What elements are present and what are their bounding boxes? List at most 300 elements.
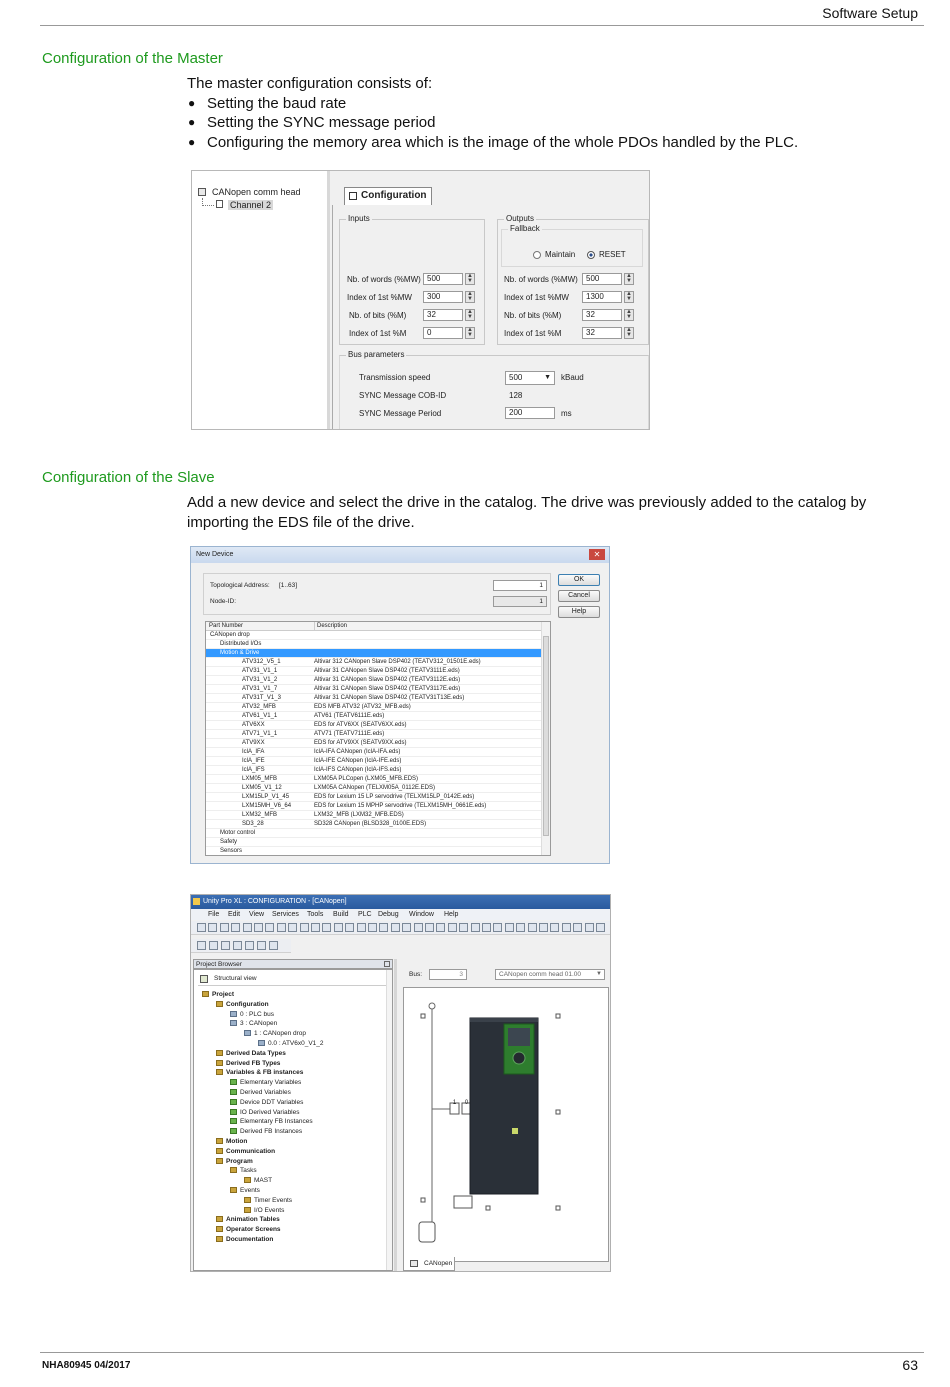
handle [556,1206,560,1210]
list-header [206,622,541,631]
table-row[interactable] [206,757,541,766]
radio-reset[interactable] [587,251,595,259]
toolbar-button-icon[interactable] [436,923,445,932]
footer-rule [40,1352,924,1353]
description-cell: EDS for ATV9XX (SEATV9XX.eds) [314,740,407,746]
cancel-button[interactable]: Cancel [558,590,600,602]
dialog-title: New Device [196,551,234,558]
tree-node-label: Derived Data Types [226,1049,286,1057]
bus-canvas [403,987,609,1262]
outputs-group: Outputs [497,219,649,345]
help-button[interactable]: Help [558,606,600,618]
menu-plc[interactable]: PLC [358,911,372,918]
toolbar-button-icon[interactable] [265,923,274,932]
tree-node-label: Tasks [240,1167,257,1175]
chevron-down-icon: ▼ [596,971,602,977]
spinner[interactable]: ▲ ▼ [624,291,634,303]
menu-tools[interactable]: Tools [307,911,324,918]
spinner[interactable]: ▲ ▼ [624,273,634,285]
description-cell: EDS for Lexium 15 MPHP servodrive (TELXM15MH_0661E.eds) [314,803,487,809]
toolbar-button-icon[interactable] [379,923,388,932]
tree-node-label: Device DDT Variables [240,1098,304,1106]
spinner[interactable]: ▲ ▼ [465,291,475,303]
menu-file[interactable]: File [208,911,220,918]
toolbar-button-icon[interactable] [209,941,218,950]
spinner[interactable]: ▲ ▼ [465,327,475,339]
drive-top [470,1018,538,1022]
tree-node-label: Program [226,1157,253,1165]
tab-configuration[interactable]: Configuration [344,187,432,205]
part-number-cell: Motion & Drive [220,650,260,656]
transmission-speed-select[interactable]: 500 ▼ [505,371,555,385]
part-number-cell: IclA_IFE [242,758,265,764]
scrollbar[interactable] [386,970,392,1270]
menu-window[interactable]: Window [409,911,434,918]
ok-button[interactable]: OK [558,574,600,586]
handle [421,1014,425,1018]
folder-icon [244,1197,251,1203]
toolbar-button-icon[interactable] [528,923,537,932]
toolbar-button-icon[interactable] [288,923,297,932]
handle [486,1206,490,1210]
sync-period-label: SYNC Message Period [359,409,442,418]
tree-node[interactable] [258,1039,324,1048]
topological-address-input[interactable]: 1 [493,580,547,591]
folder-icon [216,1060,223,1066]
section-title: Software Setup [822,5,918,21]
variable-icon [230,1079,237,1085]
slot-left-label: 1 [452,1100,457,1106]
label-box [454,1196,472,1208]
transmission-speed-label: Transmission speed [359,373,431,382]
table-row[interactable] [206,829,541,838]
toolbar-button-icon[interactable] [516,923,525,932]
tree-node[interactable] [244,1029,306,1038]
part-number-cell: ATV9XX [242,740,265,746]
handle [421,1198,425,1202]
tree-node[interactable] [230,1186,260,1195]
slave-heading: Configuration of the Slave [42,469,215,486]
sync-cobid-label: SYNC Message COB-ID [359,391,447,400]
tree-node-label: Timer Events [254,1196,293,1204]
menu-edit[interactable]: Edit [228,911,241,918]
toolbar-button-icon[interactable] [493,923,502,932]
drive-knob [513,1052,525,1064]
output-nb-words[interactable]: 500 [582,273,622,285]
speed-unit: kBaud [561,373,584,382]
bus-label: Bus: [409,971,423,978]
menu-build[interactable]: Build [333,911,349,918]
tree-node[interactable] [216,1049,286,1058]
description-cell: LXM05A PLCopen (LXM05_MFB.EDS) [314,776,419,782]
toolbar-button-icon[interactable] [197,923,206,932]
dialog-titlebar [191,547,609,563]
tree-node[interactable] [216,1059,280,1068]
tree-node[interactable] [230,1108,300,1117]
tree-node[interactable] [230,1088,291,1097]
module-icon [258,1040,265,1046]
close-icon[interactable]: ✕ [589,549,605,560]
chevron-down-icon: ▼ [544,374,551,381]
tree-node-label: 3 : CANopen [240,1020,278,1028]
input-nb-bits[interactable]: 32 [423,309,463,321]
spinner[interactable]: ▲ ▼ [465,273,475,285]
spinner[interactable]: ▲ ▼ [624,327,634,339]
folder-icon [216,1226,223,1232]
variable-icon [230,1128,237,1134]
new-device-dialog [190,546,610,864]
description-cell: LXM05A CANopen (TELXM05A_0112E.EDS) [314,785,435,791]
project-browser [193,969,393,1271]
part-number-cell: ATV31_V1_1 [242,668,278,674]
description-cell: EDS for Lexium 15 LP servodrive (TELXM15LP_0142E.eds) [314,794,475,800]
table-row[interactable] [206,712,541,721]
toolbar-button-icon[interactable] [391,923,400,932]
field-label: Nb. of bits (%M) [504,311,562,320]
toolbar-button-icon[interactable] [245,941,254,950]
toolbar-button-icon[interactable] [311,923,320,932]
master-config-screenshot [191,170,650,430]
part-number-cell: LXM32_MFB [242,812,278,818]
tree-node[interactable] [216,1157,253,1166]
radio-reset-label: RESET [599,250,626,259]
bullet-item: ● Setting the baud rate [187,94,917,114]
folder-icon [230,1167,237,1173]
table-row[interactable] [206,703,541,712]
app-icon [193,898,200,905]
tree-node-label: Variables & FB instances [226,1069,304,1077]
field-label: Index of 1st %MW [504,293,569,302]
tree-node[interactable] [230,1019,277,1028]
toolbar-button-icon[interactable] [254,923,263,932]
tree-node-label: Operator Screens [226,1226,281,1234]
variable-icon [230,1109,237,1115]
output-index-mw[interactable]: 1300 [582,291,622,303]
table-row[interactable] [206,649,541,658]
output-index-m[interactable]: 32 [582,327,622,339]
table-row[interactable] [206,811,541,820]
field-label: Nb. of bits (%M) [349,311,407,320]
toolbar-button-icon[interactable] [243,923,252,932]
tree-node[interactable] [216,1068,303,1077]
description-cell: Altivar 31 CANopen Slave DSP402 (TEATV31T13E.eds) [314,695,465,701]
part-number-cell: ATV61_V1_1 [242,713,278,719]
scrollbar-thumb[interactable] [543,636,549,836]
toolbar-button-icon[interactable] [414,923,423,932]
description-cell: Altivar 31 CANopen Slave DSP402 (TEATV3117E.eds) [314,686,461,692]
table-row[interactable] [206,739,541,748]
spinner[interactable]: ▲ ▼ [624,309,634,321]
col-description[interactable]: Description [314,622,347,631]
table-row[interactable] [206,685,541,694]
part-number-cell: ATV31_V1_7 [242,686,278,692]
secondary-toolbar [191,939,291,953]
part-number-cell: IclA_IFA [242,749,265,755]
tree-line [202,205,214,206]
table-row[interactable] [206,631,541,640]
tree-node-label: Derived Variables [240,1089,291,1096]
description-cell: ATV71 (TEATV7111E.eds) [314,731,385,737]
toolbar-button-icon[interactable] [550,923,559,932]
tree-node-label: I/O Events [254,1206,285,1214]
tree-node[interactable] [216,1147,275,1156]
page-number: 63 [902,1357,918,1373]
toolbar-button-icon[interactable] [505,923,514,932]
table-row[interactable] [206,793,541,802]
fallback-group: Fallback [501,229,643,267]
field-label: Nb. of words (%MW) [347,275,421,284]
description-cell: Altivar 31 CANopen Slave DSP402 (TEATV3111E.eds) [314,668,460,674]
tree-node-label: 1 : CANopen drop [254,1030,307,1038]
structural-view-icon [200,975,208,983]
input-index-mw[interactable]: 300 [423,291,463,303]
table-row[interactable] [206,721,541,730]
radio-maintain[interactable] [533,251,541,259]
tree-node-label: Derived FB Instances [240,1128,303,1136]
part-number-cell: LXM05_MFB [242,776,278,782]
description-cell: Altivar 312 CANopen Slave DSP402 (TEATV312_01501E.eds) [314,659,481,665]
toolbar-button-icon[interactable] [539,923,548,932]
handle [556,1014,560,1018]
toolbar-button-icon[interactable] [482,923,491,932]
table-row[interactable] [206,748,541,757]
master-heading: Configuration of the Master [42,50,223,67]
menu-help[interactable]: Help [444,911,459,918]
table-row[interactable] [206,775,541,784]
slave-text: Add a new device and select the drive in the catalog. The drive was previously added to the catalog by importing the EDS file of the drive. [187,494,867,531]
project-browser-header: Project Browser [193,959,393,969]
topological-address-label: Topological Address: [210,582,270,589]
part-number-cell: ATV31T_V1_3 [242,695,281,701]
tree-node-label: Motion [226,1138,248,1145]
handle [556,1110,560,1114]
canopen-icon [410,1260,418,1267]
tree-node[interactable] [244,1196,292,1205]
tree-node-label: IO Derived Variables [240,1108,300,1116]
config-icon [349,192,357,200]
tree-root[interactable]: CANopen comm head [212,187,301,197]
tree-node-label: Events [240,1187,260,1194]
toolbar-button-icon[interactable] [585,923,594,932]
pin-icon[interactable] [384,961,390,967]
bus-number-field[interactable]: 3 [429,969,467,980]
part-number-cell: Sensors [220,848,243,854]
separator [198,985,388,986]
table-row[interactable] [206,784,541,793]
table-row[interactable] [206,676,541,685]
menu-services[interactable]: Services [272,911,299,918]
inputs-group: Inputs [339,219,485,345]
toolbar-button-icon[interactable] [231,923,240,932]
toolbar-button-icon[interactable] [402,923,411,932]
project-tree [192,171,330,430]
tree-node[interactable] [216,1215,280,1224]
tree-node-label: Animation Tables [226,1216,280,1224]
toolbar-button-icon[interactable] [322,923,331,932]
folder-icon [216,1050,223,1056]
output-nb-bits[interactable]: 32 [582,309,622,321]
tree-node[interactable] [216,1225,281,1234]
node-id-field: 1 [493,596,547,607]
table-row[interactable] [206,640,541,649]
tree-node[interactable] [230,1078,301,1087]
tree-node-label: 0.0 : ATV6x0_V1_2 [268,1040,324,1047]
part-number-cell: LXM15MH_V6_64 [242,803,292,809]
variable-icon [230,1089,237,1095]
description-cell: Altivar 31 CANopen Slave DSP402 (TEATV3112E.eds) [314,677,461,683]
period-unit: ms [561,409,572,418]
part-number-cell: LXM05_V1_12 [242,785,282,791]
sync-cobid-value: 128 [509,391,523,400]
toolbar-button-icon[interactable] [300,923,309,932]
toolbar-button-icon[interactable] [233,941,242,950]
part-number-cell: CANopen drop [210,632,250,638]
bus-start [429,1003,435,1009]
main-toolbar [191,921,610,935]
configuration-pane [332,205,650,430]
toolbar-button-icon[interactable] [448,923,457,932]
tree-node-label: Derived FB Types [226,1059,281,1067]
spinner[interactable]: ▲ ▼ [465,309,475,321]
table-row[interactable] [206,847,541,856]
tree-node-label: Elementary FB Instances [240,1118,313,1126]
field-label: Index of 1st %M [349,329,407,338]
table-row[interactable] [206,820,541,829]
header-rule [40,25,924,26]
table-row[interactable] [206,667,541,676]
module-icon [198,188,206,196]
toolbar-button-icon[interactable] [277,923,286,932]
toolbar-button-icon[interactable] [562,923,571,932]
node-id-label: Node-ID: [210,598,237,605]
module-icon [230,1011,237,1017]
module-icon [244,1030,251,1036]
part-number-cell: Safety [220,839,238,845]
input-index-m[interactable]: 0 [423,327,463,339]
toolbar-button-icon[interactable] [368,923,377,932]
toolbar-button-icon[interactable] [220,923,229,932]
tree-node[interactable] [230,1166,257,1175]
menu-view[interactable]: View [249,911,265,918]
tree-node-label: MAST [254,1177,273,1185]
toolbar-button-icon[interactable] [596,923,605,932]
tree-node[interactable] [230,1098,303,1107]
part-number-cell: ATV6XX [242,722,265,728]
folder-icon [244,1177,251,1183]
app-titlebar [191,895,610,909]
document-id: NHA80945 04/2017 [42,1360,131,1371]
tree-node[interactable] [216,1000,269,1009]
toolbar-button-icon[interactable] [257,941,266,950]
toolbar-button-icon[interactable] [425,923,434,932]
toolbar-button-icon[interactable] [471,923,480,932]
bus-terminator [419,1222,435,1242]
tree-node[interactable] [230,1010,274,1019]
description-cell: IclA-IFE CANopen (IclA-IFE.eds) [314,758,402,764]
rack-drawing [404,988,610,1263]
bus-parameters-group: Bus parameters [339,355,649,430]
toolbar-button-icon[interactable] [334,923,343,932]
tree-node-label: Configuration [226,1000,269,1008]
channel-icon [216,200,223,208]
tree-node[interactable] [230,1117,313,1126]
description-cell: IclA-IFA CANopen (IclA-IFA.eds) [314,749,401,755]
toolbar-button-icon[interactable] [345,923,354,932]
bus-select[interactable]: CANopen comm head 01.00 ▼ [495,969,605,980]
input-nb-words[interactable]: 500 [423,273,463,285]
bullet-item: ● Configuring the memory area which is the image of the whole PDOs handled by the PLC. [187,133,917,153]
part-number-cell: Motor control [220,830,256,836]
tree-node[interactable] [244,1206,284,1215]
tree-node[interactable] [216,1235,273,1244]
master-bullet-list [187,94,917,153]
description-cell: IclA-IFS CANopen (IclA-IFS.eds) [314,767,402,773]
part-number-cell: ATV32_MFB [242,704,276,710]
tree-node[interactable] [216,1137,247,1146]
toolbar-button-icon[interactable] [208,923,217,932]
module-icon [230,1020,237,1026]
toolbar-button-icon[interactable] [357,923,366,932]
tree-node-label: 0 : PLC bus [240,1010,274,1018]
tree-node-label: Communication [226,1147,276,1155]
scrollbar[interactable] [541,622,550,855]
drive-logo [512,1128,518,1134]
folder-icon [216,1236,223,1242]
folder-icon [202,991,209,997]
folder-icon [216,1148,223,1154]
folder-icon [216,1138,223,1144]
part-number-cell: LXM15LP_V1_45 [242,794,290,800]
table-row[interactable] [206,658,541,667]
description-cell: SD328 CANopen (BLSD328_0100E.EDS) [314,821,427,827]
tree-node[interactable] [244,1176,272,1185]
table-row[interactable] [206,838,541,847]
app-title: Unity Pro XL : CONFIGURATION - [CANopen] [203,898,347,905]
toolbar-button-icon[interactable] [459,923,468,932]
folder-icon [244,1207,251,1213]
splitter[interactable] [394,959,397,1271]
master-intro: The master configuration consists of: [187,75,433,92]
table-row[interactable] [206,766,541,775]
description-cell: ATV61 (TEATV6111E.eds) [314,713,385,719]
folder-icon [216,1158,223,1164]
tree-node-label: Project [212,991,235,998]
folder-icon [230,1187,237,1193]
tab-canopen[interactable]: CANopen [403,1257,455,1271]
menu-debug[interactable]: Debug [378,911,399,918]
table-row[interactable] [206,802,541,811]
catalog-list[interactable] [205,621,551,856]
description-cell: LXM32_MFB (LXM32_MFB.EDS) [314,812,404,818]
tree-node-label: Documentation [226,1236,274,1243]
col-part-number[interactable]: Part Number [209,623,244,629]
field-label: Nb. of words (%MW) [504,275,578,284]
table-row[interactable] [206,730,541,739]
tree-node[interactable] [202,990,234,999]
toolbar-button-icon[interactable] [573,923,582,932]
tree-node[interactable] [230,1127,302,1136]
tree-channel-2[interactable]: Channel 2 [230,200,272,210]
part-number-cell: ATV312_V5_1 [242,659,281,665]
part-number-cell: SD3_28 [242,821,264,827]
toolbar-button-icon[interactable] [197,941,206,950]
table-row[interactable] [206,694,541,703]
toolbar-button-icon[interactable] [269,941,278,950]
radio-maintain-label: Maintain [545,250,576,259]
unity-pro-screenshot [190,894,611,1272]
sync-period-input[interactable]: 200 [505,407,555,419]
toolbar-button-icon[interactable] [221,941,230,950]
